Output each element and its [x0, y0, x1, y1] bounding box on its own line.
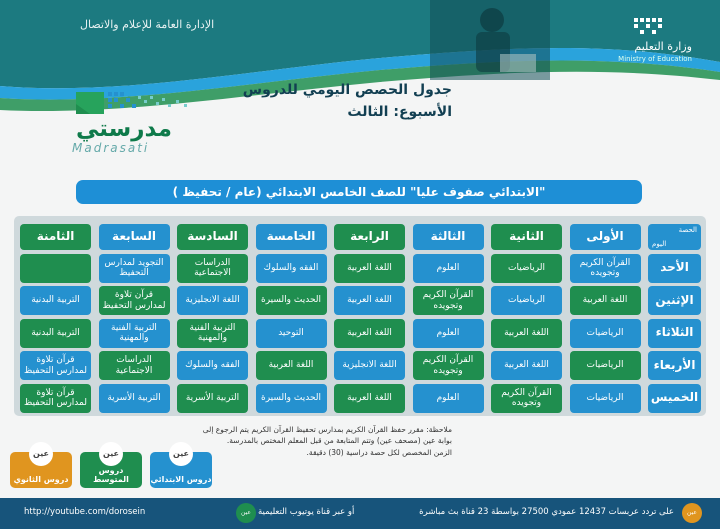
table-cell: قرآن تلاوة لمدارس التحفيظ: [20, 384, 91, 413]
schedule-table: [14, 216, 706, 416]
week-label: الأسبوع: الثالث: [347, 104, 452, 120]
table-cell: القرآن الكريم وتجويده: [413, 351, 484, 380]
period-header: الرابعة: [334, 224, 405, 250]
table-cell: اللغة العربية: [491, 319, 562, 348]
table-cell: اللغة العربية: [491, 351, 562, 380]
ministry-name-en: Ministry of Education: [618, 55, 692, 63]
table-cell: قرآن تلاوة لمدارس التحفيظ: [20, 351, 91, 380]
table-cell: العلوم: [413, 254, 484, 283]
day-label: الثلاثاء: [648, 319, 701, 348]
table-cell: الرياضيات: [570, 319, 641, 348]
period-header: السابعة: [99, 224, 170, 250]
table-cell: الدراسات الاجتماعية: [177, 254, 248, 283]
period-header: الأولى: [570, 224, 641, 250]
media-department-logo: الإدارة العامة للإعلام والاتصال: [80, 18, 215, 31]
ein-icon: عين: [236, 503, 256, 523]
day-label: الإثنين: [648, 286, 701, 315]
table-cell: التربية الأسرية: [177, 384, 248, 413]
period-header: الثامنة: [20, 224, 91, 250]
table-cell: اللغة العربية: [570, 286, 641, 315]
primary-lessons-button[interactable]: [150, 449, 212, 488]
table-cell: اللغة العربية: [334, 286, 405, 315]
table-cell: اللغة الانجليزية: [177, 286, 248, 315]
header-banner: [0, 0, 720, 170]
table-cell: التربية الأسرية: [99, 384, 170, 413]
table-cell: الرياضيات: [491, 254, 562, 283]
broadcast-frequency-text: على تردد عربسات 12437 عمودي 27500 بواسطة 23 قناة بث مباشرة: [419, 507, 674, 517]
intermediate-lessons-button[interactable]: [80, 449, 142, 488]
table-cell: التجويد لمدارس التحفيظ: [99, 254, 170, 283]
ministry-name-ar: وزارة التعليم: [634, 40, 692, 53]
ein-icon: عين: [682, 503, 702, 523]
period-header: الثالثة: [413, 224, 484, 250]
table-cell: الرياضيات: [570, 384, 641, 413]
period-header: الثانية: [491, 224, 562, 250]
badge-label: دروس الثانوي: [13, 475, 69, 484]
ein-icon: عين: [99, 442, 123, 466]
ein-icon: عين: [29, 442, 53, 466]
table-cell: العلوم: [413, 319, 484, 348]
corner-period-label: الحصة: [678, 226, 697, 234]
table-cell: القرآن الكريم وتجويده: [413, 286, 484, 315]
corner-day-label: اليوم: [652, 239, 667, 248]
table-cell: القرآن الكريم وتجويده: [491, 384, 562, 413]
secondary-lessons-button[interactable]: [10, 449, 72, 488]
period-header: السادسة: [177, 224, 248, 250]
youtube-link[interactable]: http://youtube.com/dorosein: [24, 507, 146, 517]
table-cell: الحديث والسيرة: [256, 286, 327, 315]
madrasati-logo-ar: مدرستي: [76, 116, 173, 142]
table-cell: الدراسات الاجتماعية: [99, 351, 170, 380]
period-header: الخامسة: [256, 224, 327, 250]
table-cell: الرياضيات: [570, 351, 641, 380]
page-title: جدول الحصص اليومي للدروس: [242, 82, 452, 98]
note-line: بوابة عين (مصحف عين) وتتم المتابعة من قبل المعلم المختص بالمدرسة.: [226, 436, 452, 446]
table-cell: الفقه والسلوك: [256, 254, 327, 283]
day-label: الأحد: [648, 254, 701, 283]
table-cell: الرياضيات: [491, 286, 562, 315]
badge-label: دروس المتوسط: [93, 466, 129, 484]
table-cell: اللغة العربية: [334, 384, 405, 413]
table-cell: التوحيد: [256, 319, 327, 348]
youtube-channel-text: أو عبر قناة يوتيوب التعليمية: [258, 507, 355, 517]
note-line: ملاحظة: مقرر حفظ القرآن الكريم بمدارس تحفيظ القرآن الكريم يتم الرجوع إلى: [202, 425, 452, 434]
table-cell: اللغة العربية: [334, 319, 405, 348]
table-cell: التربية البدنية: [20, 286, 91, 315]
table-cell: [20, 254, 91, 283]
day-label: الخميس: [648, 384, 701, 413]
madrasati-logo-en: Madrasati: [72, 141, 150, 155]
table-cell: اللغة العربية: [334, 254, 405, 283]
table-cell: اللغة العربية: [256, 351, 327, 380]
table-cell: التربية البدنية: [20, 319, 91, 348]
table-cell: اللغة الانجليزية: [334, 351, 405, 380]
badge-label: دروس الابتدائي: [150, 475, 212, 484]
table-cell: العلوم: [413, 384, 484, 413]
table-cell: الحديث والسيرة: [256, 384, 327, 413]
table-cell: الفقه والسلوك: [177, 351, 248, 380]
note-line: الزمن المخصص لكل حصة دراسية (30) دقيقة.: [306, 447, 452, 457]
footer: [0, 498, 720, 529]
grade-banner: "الابتدائي صفوف عليا" للصف الخامس الابتدائي (عام / تحفيظ ): [76, 180, 642, 204]
table-cell: قرآن تلاوة لمدارس التحفيظ: [99, 286, 170, 315]
table-cell: التربية الفنية والمهنية: [99, 319, 170, 348]
ein-icon: عين: [169, 442, 193, 466]
table-cell: القرآن الكريم وتجويده: [570, 254, 641, 283]
day-label: الأربعاء: [648, 351, 701, 380]
table-cell: التربية الفنية والمهنية: [177, 319, 248, 348]
table-corner: [648, 224, 701, 250]
